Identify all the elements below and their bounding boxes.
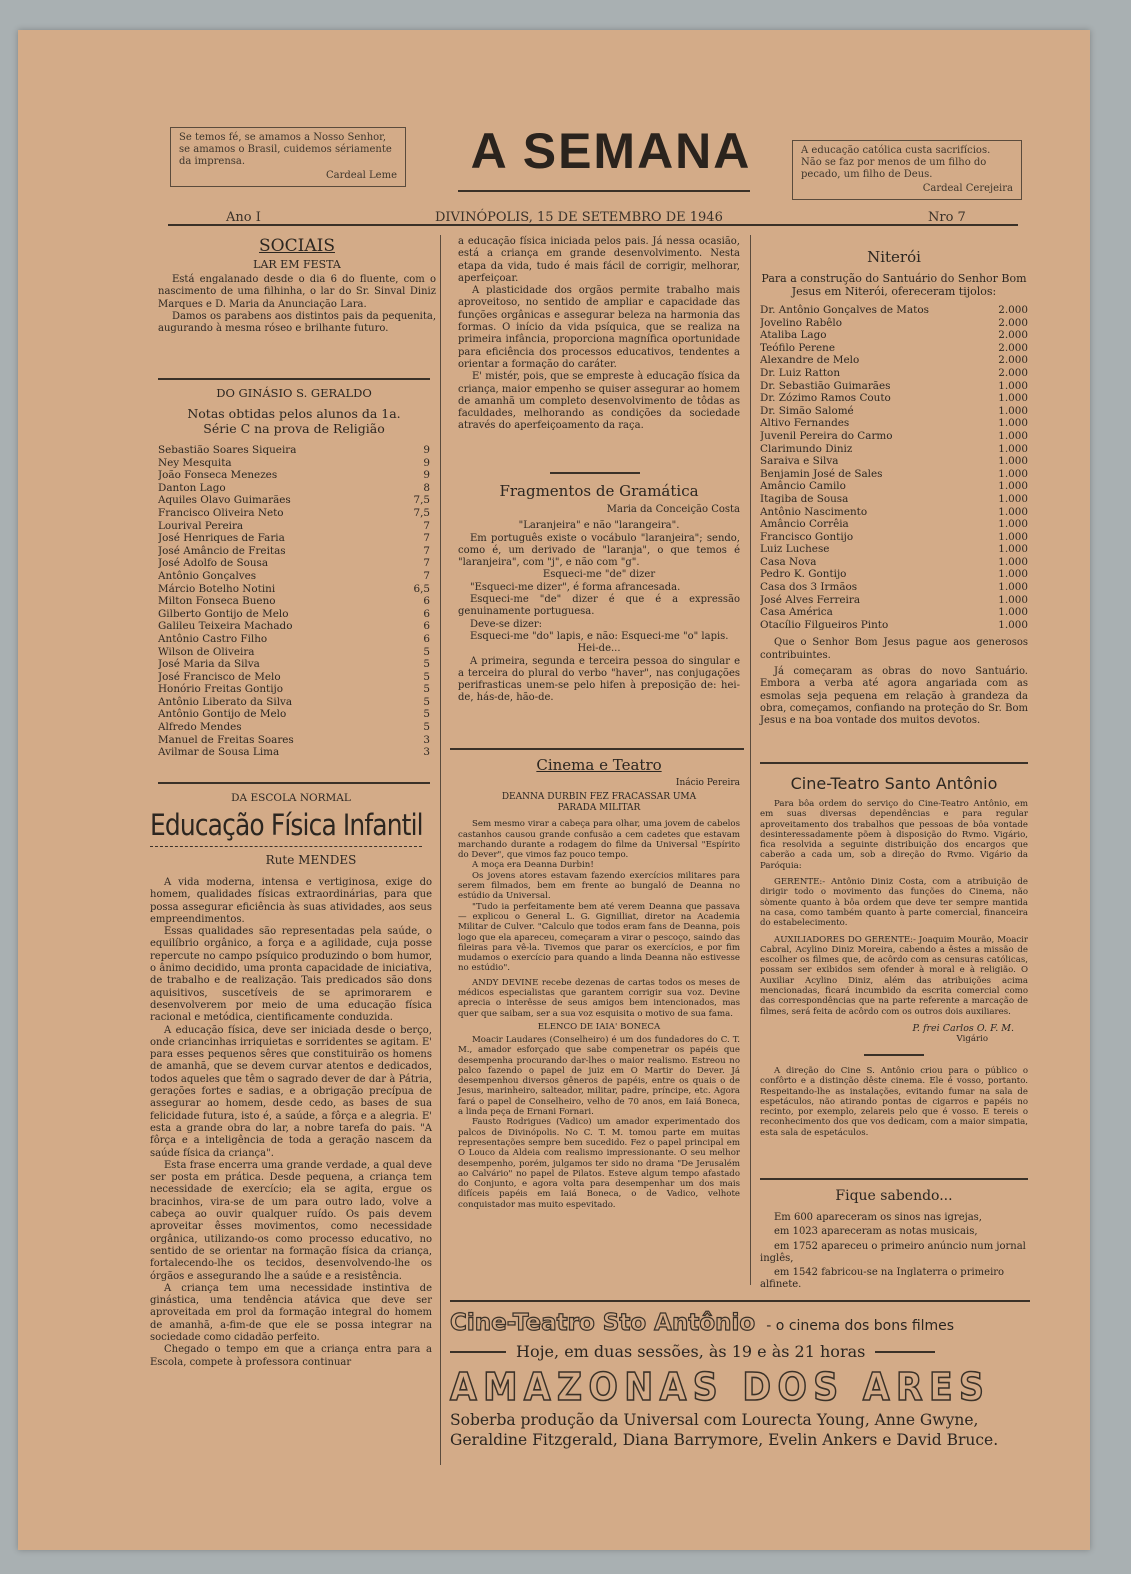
grade-row (158, 646, 430, 659)
donor-row (760, 354, 1028, 367)
donor-name: Itagiba de Sousa (760, 492, 849, 505)
sociais-title: SOCIAIS (259, 236, 335, 256)
cine-teatro-signature-role: Vigário (956, 1033, 988, 1044)
educacao-p1: A vida moderna, intensa e vertiginosa, exige do homem, qualidades físicas extraordinárias, para que possa assegurar eficiência às suas atividades, aos seus empreendimentos. (150, 877, 432, 925)
sociais-subtitle: LAR EM FESTA (253, 258, 341, 271)
educacao-cont-p2: A plasticidade dos orgãos permite trabalho mais aproveitoso, no sentido de ampliar e capacidade das funções orgânicas e assegurar beleza na harmonia das formas. O início da vida psíquica, que se realiza na primeira infância, proporciona magnífica oportunidade para eficiência dos processos educativos, tendentes a orientar a formação do caráter. (458, 285, 740, 370)
student-grade: 7 (423, 557, 430, 570)
donor-name: Casa dos 3 Irmãos (760, 581, 858, 594)
dateline-city-date: DIVINÓPOLIS, 15 DE SETEMBRO DE 1946 (435, 210, 723, 225)
ginasio-rule (158, 782, 430, 784)
student-name: Alfredo Mendes (158, 721, 242, 734)
donor-row (760, 405, 1028, 418)
student-name: João Fonseca Menezes (158, 469, 278, 482)
donor-name: Dr. Antônio Gonçalves de Matos (760, 304, 929, 316)
donor-row (760, 606, 1028, 619)
ginasio-subtitle: Notas obtidas pelos alunos da 1a. Série C na prova de Religião (187, 406, 401, 436)
student-grade: 5 (423, 695, 430, 708)
student-grade: 5 (423, 645, 430, 658)
grade-row (158, 545, 430, 558)
donor-amount: 1.000 (998, 417, 1028, 430)
donor-name: Casa Nova (760, 555, 817, 568)
student-name: Avilmar de Sousa Lima (158, 746, 280, 759)
grade-row (158, 746, 430, 759)
student-name: Ney Mesquita (158, 456, 232, 469)
donor-row (760, 543, 1028, 556)
grade-row (158, 520, 430, 533)
grade-row (158, 696, 430, 709)
cine-teatro-p2: GERENTE:- Antônio Diniz Costa, com a atribuição de dirigir todo o movimento das funções do Cinema, não sòmente quanto à bôa ordem que deve ter sempre mantida na casa, como também quanto à parte comercial, financeira do estabelecimento. (760, 877, 1028, 929)
donor-name: Teófilo Perene (760, 341, 835, 354)
donor-row (760, 468, 1028, 481)
sociais-body-2: Damos os parabens aos distintos pais da pequenita, augurando à mesma róseo e brilhante futuro. (158, 310, 436, 335)
cine-teatro-mid-rule (864, 1054, 924, 1056)
student-grade: 5 (423, 708, 430, 721)
grade-row (158, 444, 430, 457)
student-name: Honório Freitas Gontijo (158, 683, 283, 696)
gramatica-line: Esqueci-me "do" lapis, e não: Esqueci-me "o" lapis. (470, 630, 729, 642)
niteroi-p1: Que o Senhor Bom Jesus pague aos generosos contribuintes. (760, 637, 1028, 661)
donor-amount: 1.000 (998, 467, 1028, 480)
student-grade: 7 (423, 519, 430, 532)
cinema-section (458, 756, 740, 1210)
donor-row (760, 455, 1028, 468)
cinema-p5: ANDY DEVINE recebe dezenas de cartas todos os meses de médicos especialistas que garantem corrigir sua voz. Devine aprecia o interêsse de seus amigos bem intencionados, mas quer que saibam, ser a sua voz esquisita o motivo de sua fama. (458, 977, 740, 1019)
column-divider-1 (440, 235, 441, 1465)
grade-row (158, 620, 430, 633)
donor-amount: 1.000 (998, 530, 1028, 543)
student-grade: 5 (423, 683, 430, 696)
donor-amount: 2.000 (998, 329, 1028, 342)
grade-row (158, 570, 430, 583)
grade-row (158, 608, 430, 621)
newspaper-page (18, 30, 1090, 1550)
student-name: Antônio Gonçalves (158, 569, 257, 582)
gramatica-line: Em português existe o vocábulo "laranjeira"; sendo, como é, um derivado de "laranja", o que temos é "laranjeira", com "j", e não com "g". (458, 532, 740, 569)
donor-row (760, 506, 1028, 519)
cinema-top-rule (450, 748, 744, 750)
student-grade: 8 (423, 481, 430, 494)
donor-amount: 1.000 (998, 392, 1028, 405)
educacao-p6: Chegado o tempo em que a criança entra para a Escola, compete à professora continuar (150, 1344, 432, 1368)
grade-row (158, 469, 430, 482)
student-name: Francisco Oliveira Neto (158, 506, 284, 519)
educacao-p2: Essas qualidades são representadas pela saúde, o equilíbrio orgânico, a força e a agilidade, cuja posse repercute no campo psíquico produzindo o bom humor, o ânimo decidido, uma pronta capacidade de iniciativa, de trabalho e de realização. Tais predicados são dons aquisitivos, suscetíveis de se aprimorarem e desenvolverem por meio de uma educação física racional e metódica, cientificamente conduzida. (150, 926, 432, 1024)
donor-row (760, 342, 1028, 355)
donor-name: Altivo Fernandes (760, 417, 850, 430)
gramatica-line: Hei-de... (577, 643, 621, 655)
donor-amount: 1.000 (998, 568, 1028, 581)
student-grade: 3 (423, 746, 430, 759)
gramatica-line: Deve-se dizer: (470, 618, 543, 630)
cine-teatro-signature: P. frei Carlos O. F. M. (912, 1022, 1014, 1034)
student-name: Manuel de Freitas Soares (158, 733, 294, 746)
donor-name: Dr. Zózimo Ramos Couto (760, 392, 891, 405)
student-name: José Francisco de Melo (158, 670, 281, 683)
grade-row (158, 683, 430, 696)
fique-sabendo-line: em 1752 apareceu o primeiro anúncio num jornal inglês, (760, 1240, 1026, 1264)
donor-row (760, 304, 1028, 317)
donor-row (760, 619, 1028, 632)
donor-row (760, 367, 1028, 380)
cine-teatro-title: Cine-Teatro Santo Antônio (790, 774, 998, 793)
donor-name: Francisco Gontijo (760, 530, 854, 543)
cinema-title: Cinema e Teatro (536, 756, 662, 774)
grades-list (158, 444, 430, 759)
student-grade: 7 (423, 569, 430, 582)
educacao-title-rule (150, 846, 422, 847)
donor-amount: 1.000 (998, 404, 1028, 417)
donor-name: Saraiva e Silva (760, 455, 839, 468)
student-grade: 6 (423, 607, 430, 620)
ad-line1: Cine-Teatro Sto Antônio (450, 1310, 756, 1336)
masthead: A SEMANA (470, 123, 752, 179)
educacao-continued (458, 236, 740, 433)
donor-amount: 2.000 (998, 316, 1028, 329)
cinema-author: Inácio Pereira (675, 778, 740, 788)
donor-name: Amâncio Camilo (760, 480, 846, 493)
fique-rule (760, 1178, 1028, 1180)
student-grade: 7 (423, 532, 430, 545)
donor-amount: 2.000 (998, 341, 1028, 354)
donor-amount: 1.000 (998, 455, 1028, 468)
student-grade: 6 (423, 620, 430, 633)
quote-right (792, 140, 1022, 200)
grade-row (158, 494, 430, 507)
student-name: José Maria da Silva (158, 658, 260, 671)
donor-name: Ataliba Lago (760, 329, 827, 342)
quote-left-text: Se temos fé, se amamos a Nosso Senhor, se amamos o Brasil, cuidemos sériamente da imprensa. (179, 132, 392, 167)
fique-sabendo-section (760, 1188, 1028, 1294)
educacao-title: Educação Física Infantil (150, 808, 423, 842)
educacao-author: Rute MENDES (265, 853, 357, 867)
donor-name: Luiz Luchese (760, 543, 830, 556)
donor-row (760, 443, 1028, 456)
ginasio-title: DO GINÁSIO S. GERALDO (216, 386, 372, 400)
ad-line1b: - o cinema dos bons filmes (766, 1318, 955, 1334)
cine-teatro-section (760, 774, 1028, 1138)
donor-name: Amâncio Corrêia (760, 518, 849, 531)
donor-amount: 1.000 (998, 581, 1028, 594)
student-grade: 3 (423, 733, 430, 746)
student-name: Antônio Liberato da Silva (158, 695, 293, 708)
gramatica-line: "Laranjeira" e não "larangeira". (518, 520, 680, 532)
donor-amount: 1.000 (998, 518, 1028, 531)
donor-name: Benjamin José de Sales (760, 467, 883, 480)
grade-row (158, 708, 430, 721)
donor-row (760, 480, 1028, 493)
donor-amount: 1.000 (998, 593, 1028, 606)
gramatica-line: "Esqueci-me dizer", é forma afrancesada. (470, 581, 681, 593)
fique-sabendo-title: Fique sabendo... (835, 1188, 953, 1204)
gramatica-top-rule (550, 472, 640, 474)
cine-teatro-p4: A direção do Cine S. Antônio criou para o público o confôrto e a distinção dêste cinema. Ele é vosso, portanto. Respeitando-lhe as instalações, evitando fumar na sala de espetáculos, não atirando pontas de cigarros e papéis no recinto, por exemplo, zelareis pelo que é vosso. E tereis o reconhecimento dos que vos dedicam, com a maior simpatia, esta sala de espetáculos. (760, 1065, 1028, 1138)
student-grade: 6,5 (413, 582, 430, 595)
educacao-p4: Esta frase encerra uma grande verdade, a qual deve ser posta em prática. Desde pequena, a criança tem necessidade de exercício; ela se agita, ergue os bracinhos, vira-se de um para outro lado, volve a cabeça ao ouvir qualquer ruído. Os pais devem aproveitar êsses movimentos, como necessidade orgânica, utilizando-os como processo educativo, no sentido de se orientar na formação física da criança, fortalecendo-lhe os tecidos, desenvolvendo-lhe os órgãos e assegurando lhe a saúde e a resistência. (150, 1159, 432, 1282)
ad-line2-right-rule (875, 1351, 935, 1353)
cinema-p7: Fausto Rodrigues (Vadico) um amador experimentado dos palcos de Divinópolis. No C. T. M. tomou parte em muitas representações sempre bem sucedido. Fez o papel principal em O Louco da Aldeia com realismo impressionante. O seu melhor desempenho, porém, julgamos ter sido no drama "De Jerusalém ao Calvário" no papel de Pilatos. Esteve algum tempo afastado do Conjunto, e agora volta para desempenhar um dos mais difíceis papéis em Iaiá Boneca, o de Vadico, velhote conquistador mas muito espevitado. (458, 1117, 740, 1210)
donor-row (760, 581, 1028, 594)
donor-name: Jovelino Rabêlo (760, 316, 842, 329)
quote-right-author: Cardeal Cerejeira (922, 183, 1013, 194)
student-name: Gilberto Gontijo de Melo (158, 607, 289, 620)
fique-sabendo-line: em 1023 apareceram as notas musicais, (774, 1226, 978, 1238)
donor-row (760, 556, 1028, 569)
sociais-rule (158, 378, 430, 380)
ad-top-rule (450, 1300, 1030, 1302)
grade-row (158, 595, 430, 608)
student-grade: 9 (423, 456, 430, 469)
grade-row (158, 734, 430, 747)
gramatica-line: Esqueci-me "de" dizer (542, 569, 656, 581)
educacao-kicker: DA ESCOLA NORMAL (231, 792, 351, 804)
grade-row (158, 507, 430, 520)
donor-row (760, 417, 1028, 430)
donor-name: Clarimundo Diniz (760, 442, 853, 455)
grade-row (158, 532, 430, 545)
cinema-p3: Os jovens atores estavam fazendo exercícios militares para serem filmados, bem em frente ao bungaló de Deanna no estúdio da Universal. (458, 870, 740, 902)
quote-left (170, 127, 406, 187)
donors-list (760, 304, 1028, 631)
donor-amount: 1.000 (998, 442, 1028, 455)
student-grade: 6 (423, 632, 430, 645)
gramatica-line: A primeira, segunda e terceira pessoa do singular e a terceira do plural do verbo "haver", nas conjugações perifrasticas unem-se pelo hifen à preposição de: hei-de, hás-de, hão-de. (458, 655, 740, 704)
column-divider-2 (750, 235, 751, 1285)
ad-line2: Hoje, em duas sessões, às 19 e às 21 horas (516, 1342, 866, 1361)
niteroi-section (760, 248, 1028, 728)
donor-name: Juvenil Pereira do Carmo (760, 429, 893, 442)
ad-line2-left-rule (450, 1351, 506, 1353)
student-name: Aquiles Olavo Guimarães (158, 494, 291, 507)
cinema-p1: Sem mesmo virar a cabeça para olhar, uma jovem de cabelos castanhos causou grande confusão a cem cadetes que estavam marchando durante a rodagem do filme da Universal "Espírito do Dever", que vimos faz pouco tempo. (458, 819, 740, 861)
donor-amount: 1.000 (998, 480, 1028, 493)
student-grade: 6 (423, 595, 430, 608)
student-grade: 7 (423, 544, 430, 557)
student-name: Wilson de Oliveira (158, 645, 255, 658)
donor-amount: 1.000 (998, 429, 1028, 442)
donor-amount: 2.000 (998, 304, 1028, 316)
donor-amount: 2.000 (998, 354, 1028, 367)
quote-left-author: Cardeal Leme (325, 170, 397, 181)
fique-sabendo-line: em 1542 fabricou-se na Inglaterra o primeiro alfinete. (760, 1267, 1005, 1291)
donor-name: Casa América (760, 606, 833, 619)
quote-right-text: A educação católica custa sacrifícios. Não se faz por menos de um filho do pecado, um filho de Deus. (801, 145, 991, 180)
gramatica-lines (458, 520, 740, 704)
student-name: José Amâncio de Freitas (158, 544, 286, 557)
donor-name: Pedro K. Gontijo (760, 568, 847, 581)
ginasio-section (158, 386, 430, 759)
donor-amount: 1.000 (998, 555, 1028, 568)
grade-row (158, 583, 430, 596)
donor-name: Dr. Sebastião Guimarães (760, 379, 891, 392)
student-grade: 9 (423, 444, 430, 456)
gramatica-line: Esqueci-me "de" dizer é que é a expressão genuinamente portuguesa. (458, 594, 740, 618)
donor-name: Antônio Nascimento (760, 505, 868, 518)
student-grade: 5 (423, 670, 430, 683)
sociais-body: Está engalanado desde o dia 6 do fluente, com o nascimento de uma filhinha, o lar do Sr. Sinval Diniz Marques e D. Maria da Anunciação Lara. (158, 274, 436, 310)
grade-row (158, 557, 430, 570)
student-name: Lourival Pereira (158, 519, 244, 532)
student-name: José Henriques de Faria (158, 532, 285, 545)
educacao-cont-p3: E' mistér, pois, que se empreste à educação física da criança, maior empenho se quiser assegurar ao homem de amanhã um completo desenvolvimento de tôdas as faculdades, melhorando as condições da sociedade através do aperfeiçoamento da raça. (458, 371, 740, 432)
donor-row (760, 594, 1028, 607)
ad-line3: Soberba produção da Universal com Lourecta Young, Anne Gwyne, (450, 1411, 979, 1429)
cine-teatro-p3: AUXILIADORES DO GERENTE:- Joaquim Mourão, Moacir Cabral, Acylino Diniz Moreira, cabendo a êstes a missão de escolher os filmes que, de acôrdo com as censuras católicas, possam ser exibidos sem ofender à moral e à religião. O Auxiliar Acylino Diniz, além das atribuições acima mencionadas, ficará incumbido da escrita comercial como das correspondências que na parte referente a marcação de filmes, será feita de acôrdo com os outros dois auxiliares. (760, 934, 1028, 1017)
donor-name: Alexandre de Melo (760, 354, 860, 367)
niteroi-rule (760, 762, 1028, 764)
dateline-ano: Ano I (226, 210, 261, 225)
student-name: Milton Fonseca Bueno (158, 595, 276, 608)
student-name: Antônio Castro Filho (158, 632, 268, 645)
cinema-p2: A moça era Deanna Durbin! (472, 860, 594, 871)
cine-teatro-p1: Para bôa ordem do serviço do Cine-Teatro Antônio, em em suas diversas dependências e para regular aproveitamento dos trabalhos que pessoas de bôa vontade desinteressadamente põem à disposição do Rvmo. Vigário, fica resolvida a seguinte distribuição dos encargos que caberão a cada um, sob a direção do Rvmo. Vigário da Paróquia: (760, 799, 1028, 871)
student-name: Danton Lago (158, 481, 226, 494)
gramatica-section (458, 482, 740, 705)
student-name: Antônio Gontijo de Melo (158, 708, 287, 721)
donor-row (760, 329, 1028, 342)
donor-row (760, 430, 1028, 443)
donor-name: Dr. Luiz Ratton (760, 366, 841, 379)
ad-section (450, 1310, 1035, 1449)
ad-title: AMAZONAS DOS ARES (450, 1365, 991, 1409)
donor-row (760, 380, 1028, 393)
fique-lines (760, 1212, 1028, 1292)
student-grade: 5 (423, 721, 430, 734)
donor-row (760, 531, 1028, 544)
grade-row (158, 658, 430, 671)
donor-amount: 1.000 (998, 379, 1028, 392)
grade-row (158, 671, 430, 684)
niteroi-subtitle: Para a construção do Santuário do Senhor Bom Jesus em Niterói, ofereceram tijolos: (761, 272, 1027, 298)
student-grade: 9 (423, 469, 430, 482)
grade-row (158, 482, 430, 495)
donor-amount: 2.000 (998, 366, 1028, 379)
niteroi-title: Niterói (867, 248, 921, 266)
fique-sabendo-line: Em 600 apareceram os sinos nas igrejas, (774, 1212, 982, 1223)
donor-amount: 1.000 (998, 492, 1028, 505)
grade-row (158, 457, 430, 470)
cinema-p6: Moacir Laudares (Conselheiro) é um dos fundadores do C. T. M., amador esforçado que sabe compenetrar os papéis que desempenha procurando dar-lhes o maior realismo. Estreou no palco fazendo o papel de juiz em O Martir do Dever. Já desempenhou diversos gêneros de papéis, entre os quais o de Jesus, marinheiro, salteador, militar, padre, príncipe, etc. Agora fará o papel de Conselheiro, velho de 70 anos, em Iaiá Boneca, a linda peça de Ernani Fornari. (458, 1034, 740, 1118)
student-name: Galileu Teixeira Machado (158, 620, 293, 633)
donor-row (760, 568, 1028, 581)
niteroi-p2: Já começaram as obras do novo Santuário. Embora a verba até agora angariada com as esmolas seja pequena em relação à grandeza da obra, começamos, confiando na proteção do Sr. Bom Jesus e na boa vontade dos muitos devotos. (760, 666, 1028, 727)
cinema-p4: "Tudo ia perfeitamente bem até verem Deanna que passava — explicou o General L. G. Gignilliat, diretor na Academia Militar de Culver. "Calculo que todos eram fans de Deanna, pois logo que ela apareceu, começaram a virar o pescoço, saindo das fileiras para vê-la. Tivemos que parar os exercícios, e por fim mudamos o exercício para quando a linda Deanna não estivesse no estúdio". (458, 901, 740, 974)
donor-amount: 1.000 (998, 618, 1028, 631)
donor-amount: 1.000 (998, 505, 1028, 518)
donor-row (760, 493, 1028, 506)
donor-amount: 1.000 (998, 543, 1028, 556)
grade-row (158, 721, 430, 734)
gramatica-author: Maria da Conceição Costa (606, 504, 740, 515)
masthead-rule (458, 190, 750, 192)
donor-name: Otacílio Filgueiros Pinto (760, 618, 889, 631)
student-grade: 7,5 (413, 494, 430, 507)
donor-name: José Alves Ferreira (760, 593, 861, 606)
grade-row (158, 633, 430, 646)
donor-name: Dr. Simão Salomé (760, 404, 854, 417)
dateline-numero: Nro 7 (928, 210, 966, 225)
educacao-p5: A criança tem uma necessidade instintiva de ginástica, uma tendência atávica que deve ser aproveitada em prol da formação integral do homem de amanhã, a-fim-de que ele se possa integrar na sociedade como cidadão perfeito. (150, 1282, 432, 1343)
donor-row (760, 392, 1028, 405)
student-name: Márcio Botelho Notini (158, 582, 276, 595)
donor-row (760, 518, 1028, 531)
student-name: José Adolfo de Sousa (158, 557, 269, 570)
donor-row (760, 317, 1028, 330)
gramatica-title: Fragmentos de Gramática (499, 482, 699, 500)
student-grade: 5 (423, 658, 430, 671)
cinema-headline: DEANNA DURBIN FEZ FRACASSAR UMA PARADA MILITAR (501, 792, 697, 813)
student-grade: 7,5 (413, 506, 430, 519)
student-name: Sebastião Soares Siqueira (158, 444, 297, 456)
sociais-section (158, 236, 436, 335)
donor-amount: 1.000 (998, 606, 1028, 619)
ad-line4: Geraldine Fitzgerald, Diana Barrymore, Evelin Ankers e David Bruce. (450, 1431, 999, 1449)
educacao-cont-p1: a educação física iniciada pelos pais. Já nessa ocasião, está a criança em grande desenvolvimento. Nesta etapa da vida, tudo é mais fácil de corrigir, melhorar, aperfeiçoar. (458, 236, 740, 284)
dateline-rule (168, 224, 1018, 226)
educacao-p3: A educação física, deve ser iniciada desde o berço, onde criancinhas irriquietas e sorridentes se agitam. E' para esses pequenos sêres que constituirão os homens de amanhã, que se devem curvar atentos e dedicados, todos aqueles que têm o sagrado dever de dar à Pátria, gerações fortes e sadias, e a obrigação precípua de assegurar ao homem, desde cedo, as bases de sua felicidade futura, isto é, a saúde, a fôrça e a alegria. E' esta a grande obra do lar, a nobre tarefa do pais. "A fôrça e a inteligência de toda a geração nascem da saúde física da criança". (150, 1024, 432, 1159)
cinema-subhead: ELENCO DE IAIA' BONECA (537, 1021, 661, 1032)
educacao-section (150, 792, 432, 1369)
